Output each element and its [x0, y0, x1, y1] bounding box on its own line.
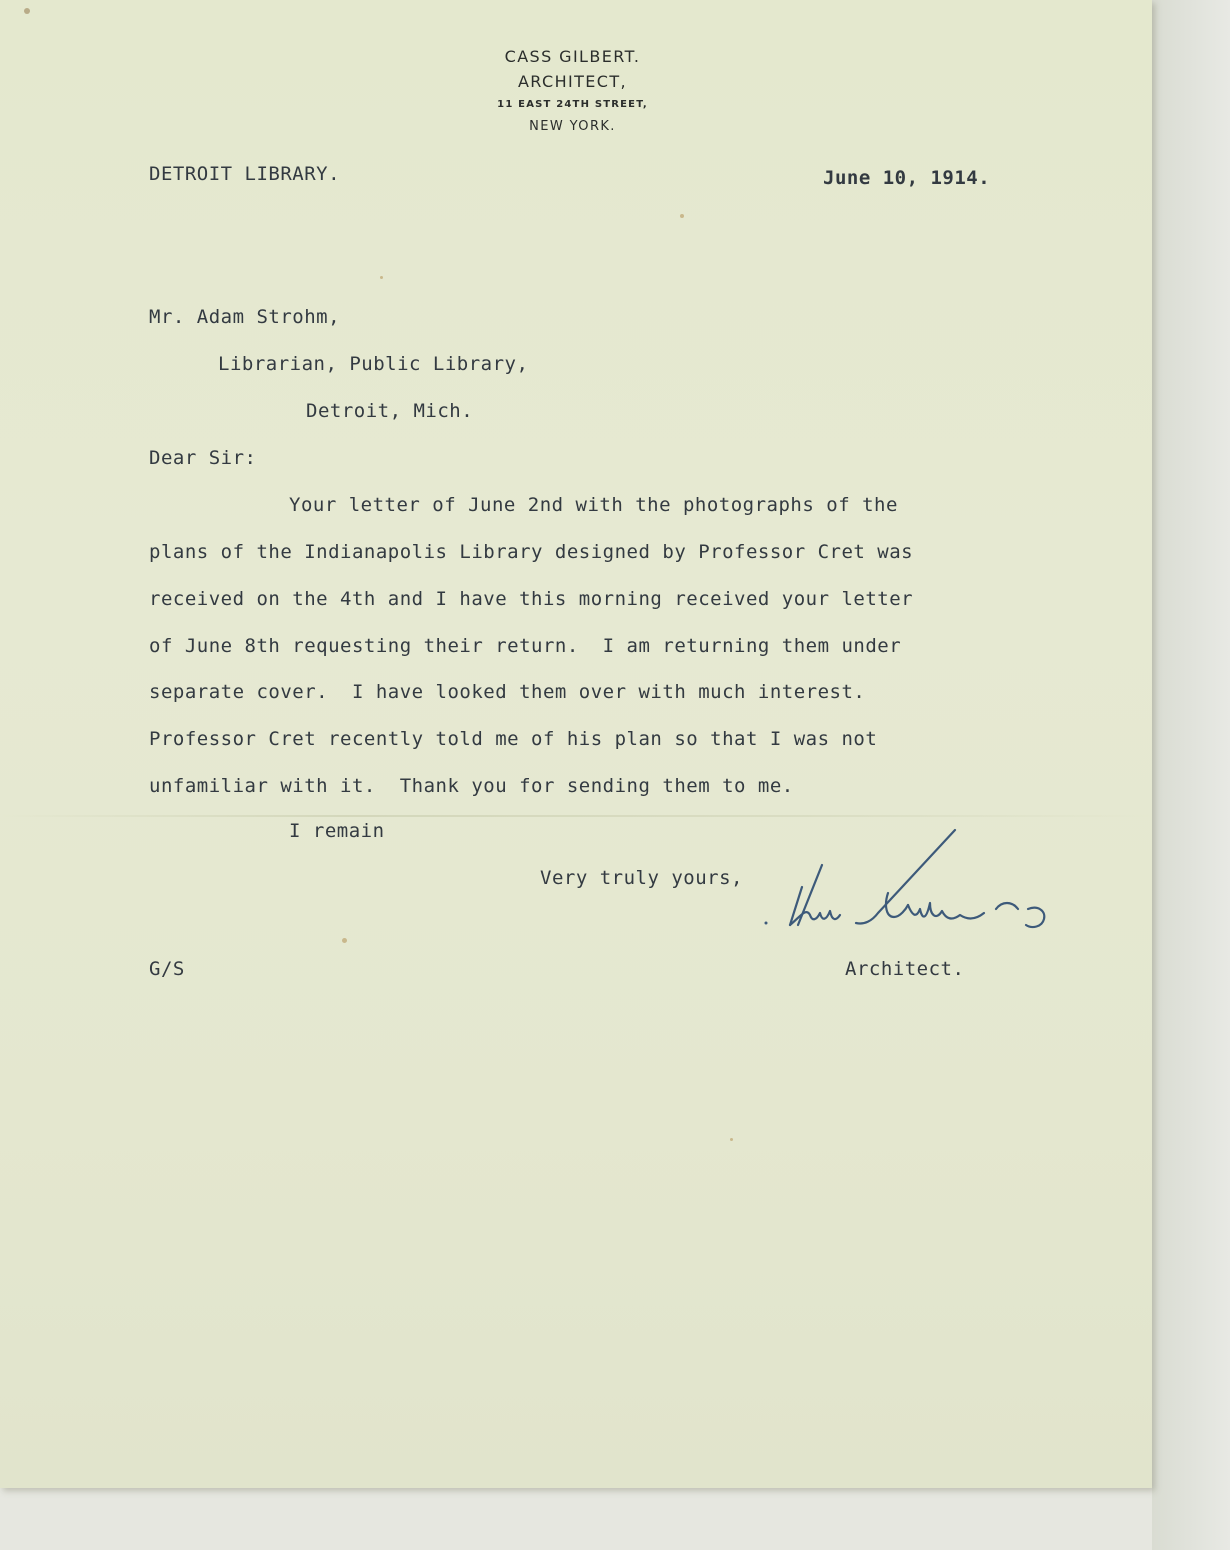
typist-initials: G/S [149, 958, 185, 980]
body-line: Your letter of June 2nd with the photographs of the [289, 494, 898, 516]
recipient-name: Mr. Adam Strohm, [149, 306, 341, 328]
body-line: plans of the Indianapolis Library designed by Professor Cret was [149, 541, 914, 563]
paper-speck [24, 8, 30, 14]
body-line: separate cover. I have looked them over with much interest. [149, 681, 866, 703]
letterhead [440, 44, 705, 138]
body-line: Professor Cret recently told me of his plan so that I was not [149, 728, 878, 750]
signature [760, 825, 1060, 945]
letterhead-profession: ARCHITECT, [517, 72, 628, 91]
paper-speck [730, 1138, 733, 1141]
closing-remain: I remain [289, 820, 385, 842]
body-line: of June 8th requesting their return. I am returning them under [149, 635, 902, 657]
recipient-title: Librarian, Public Library, [218, 353, 529, 375]
paper-speck [680, 214, 684, 218]
letterhead-city: NEW YORK. [529, 119, 616, 134]
signer-title: Architect. [845, 958, 965, 980]
paper-fold-line [0, 815, 1152, 817]
letterhead-street: 11 EAST 24TH STREET, [497, 99, 648, 110]
paper-speck [342, 938, 347, 943]
salutation: Dear Sir: [149, 447, 257, 469]
subject-line: DETROIT LIBRARY. [149, 163, 341, 185]
letter-date: June 10, 1914. [823, 167, 991, 189]
body-line: unfamiliar with it. Thank you for sending them to me. [149, 775, 794, 797]
recipient-location: Detroit, Mich. [306, 400, 474, 422]
scan-margin [1152, 0, 1230, 1550]
closing: Very truly yours, [540, 867, 743, 889]
paper-speck [380, 276, 383, 279]
body-line: received on the 4th and I have this morning received your letter [149, 588, 914, 610]
letterhead-name: CASS GILBERT. [504, 47, 641, 66]
